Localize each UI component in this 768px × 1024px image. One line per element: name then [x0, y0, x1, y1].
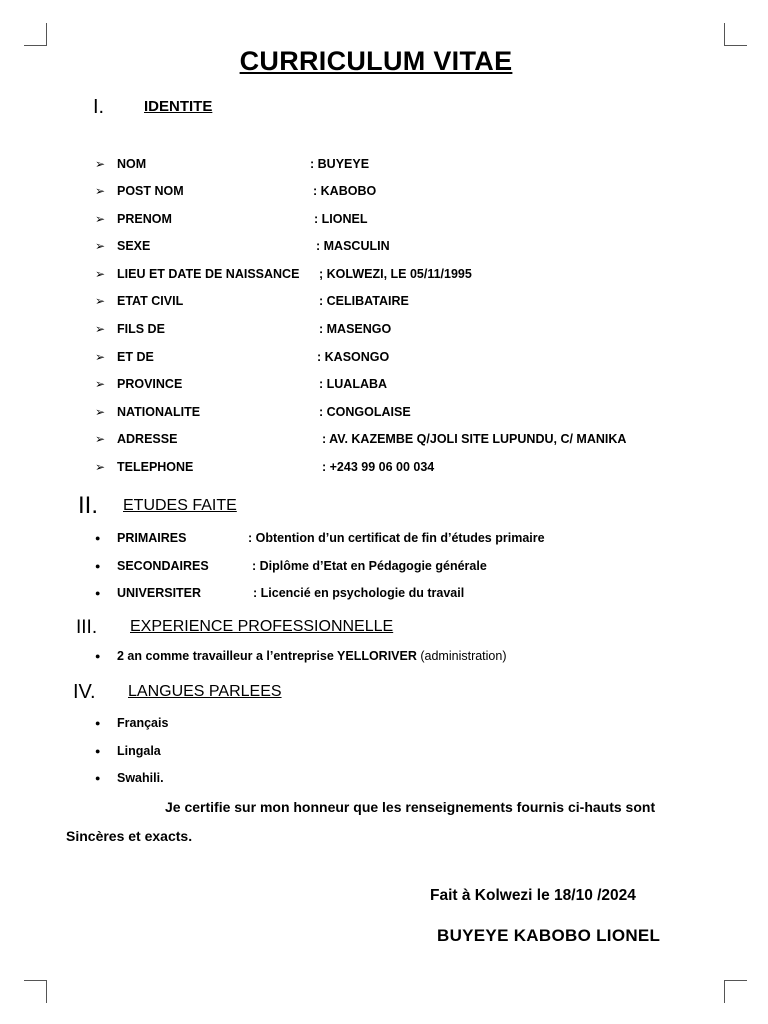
bullet-icon: ●	[95, 561, 101, 571]
section-title-identite: IDENTITE	[144, 98, 213, 115]
identity-value: : +243 99 06 00 034	[322, 460, 435, 474]
identity-value: ; KOLWEZI, LE 05/11/1995	[319, 267, 472, 281]
corner-mark-top-right	[724, 23, 747, 46]
etudes-label: PRIMAIRES	[117, 531, 187, 545]
identity-value: : LIONEL	[314, 212, 368, 226]
corner-mark-bottom-right	[724, 980, 747, 1003]
corner-mark-bottom-left	[24, 980, 47, 1003]
langue-item: Swahili.	[117, 771, 164, 785]
experience-bullet: ●	[95, 651, 101, 661]
identity-label: ADRESSE	[117, 432, 178, 446]
arrow-bullet-icon: ➢	[95, 239, 106, 253]
identity-label: NATIONALITE	[117, 405, 201, 419]
etudes-value: : Diplôme d’Etat en Pédagogie générale	[252, 559, 487, 573]
identity-value: : MASENGO	[319, 322, 392, 336]
arrow-bullet-icon: ➢	[95, 322, 106, 336]
section-number-identite: I.	[93, 96, 105, 118]
identity-value: : LUALABA	[319, 377, 388, 391]
langue-row	[0, 716, 400, 734]
identity-row	[0, 239, 740, 257]
identity-value: : KABOBO	[313, 184, 377, 198]
arrow-bullet-icon: ➢	[95, 432, 106, 446]
identity-label: FILS DE	[117, 322, 165, 336]
etudes-value: : Licencié en psychologie du travail	[253, 586, 465, 600]
etudes-row	[0, 586, 740, 604]
arrow-bullet-icon: ➢	[95, 212, 106, 226]
identity-label: PRENOM	[117, 212, 172, 226]
identity-row	[0, 460, 740, 478]
langue-row	[0, 744, 400, 762]
section-title-experience: EXPERIENCE PROFESSIONNELLE	[130, 618, 394, 635]
identity-label: LIEU ET DATE DE NAISSANCE	[117, 267, 300, 281]
etudes-label: SECONDAIRES	[117, 559, 209, 573]
experience-item-main: 2 an comme travailleur a l’entreprise YELLORIVER	[117, 649, 417, 663]
signature-name: BUYEYE KABOBO LIONEL	[437, 926, 661, 945]
certification-text-line1: Je certifie sur mon honneur que les renseignements fournis ci-hauts sont	[165, 799, 656, 815]
section-number-etudes: II.	[78, 492, 99, 519]
section-title-langues: LANGUES PARLEES	[128, 683, 282, 700]
identity-row	[0, 350, 740, 368]
etudes-row	[0, 559, 740, 577]
arrow-bullet-icon: ➢	[95, 405, 106, 419]
identity-value: : MASCULIN	[316, 239, 390, 253]
document-title: CURRICULUM VITAE	[239, 46, 513, 76]
identity-row	[0, 157, 740, 175]
experience-item-detail: (administration)	[416, 649, 507, 663]
identity-value: : BUYEYE	[310, 157, 370, 171]
etudes-row	[0, 531, 740, 549]
identity-row	[0, 294, 740, 312]
identity-row	[0, 267, 740, 285]
langue-item: Français	[117, 716, 169, 730]
corner-mark-top-left	[24, 23, 47, 46]
experience-item	[117, 649, 507, 663]
section-title-etudes: ETUDES FAITE	[123, 497, 237, 514]
etudes-value: : Obtention d’un certificat de fin d’études primaire	[248, 531, 545, 545]
place-date: Fait à Kolwezi le 18/10 /2024	[430, 887, 636, 904]
arrow-bullet-icon: ➢	[95, 460, 106, 474]
bullet-icon: ●	[95, 588, 101, 598]
identity-label: POST NOM	[117, 184, 184, 198]
bullet-icon: ●	[95, 746, 101, 756]
identity-row	[0, 432, 740, 450]
identity-label: NOM	[117, 157, 147, 171]
bullet-icon: ●	[95, 533, 101, 543]
arrow-bullet-icon: ➢	[95, 184, 106, 198]
identity-value: : CONGOLAISE	[319, 405, 411, 419]
identity-row	[0, 212, 740, 230]
etudes-label: UNIVERSITER	[117, 586, 202, 600]
bullet-icon: ●	[95, 773, 101, 783]
identity-label: TELEPHONE	[117, 460, 194, 474]
identity-value: : KASONGO	[317, 350, 390, 364]
identity-row	[0, 377, 740, 395]
section-number-langues: IV.	[73, 681, 96, 703]
identity-row	[0, 322, 740, 340]
identity-label: ET DE	[117, 350, 154, 364]
identity-label: SEXE	[117, 239, 151, 253]
identity-value: : CELIBATAIRE	[319, 294, 409, 308]
bullet-icon: ●	[95, 718, 101, 728]
langue-item: Lingala	[117, 744, 161, 758]
identity-row	[0, 184, 740, 202]
identity-label: ETAT CIVIL	[117, 294, 184, 308]
certification-text-line2: Sincères et exacts.	[66, 828, 193, 844]
langue-row	[0, 771, 400, 789]
section-number-experience: III.	[76, 617, 98, 638]
arrow-bullet-icon: ➢	[95, 377, 106, 391]
identity-row	[0, 405, 740, 423]
identity-label: PROVINCE	[117, 377, 183, 391]
arrow-bullet-icon: ➢	[95, 267, 106, 281]
arrow-bullet-icon: ➢	[95, 294, 106, 308]
arrow-bullet-icon: ➢	[95, 157, 106, 171]
identity-value: : AV. KAZEMBE Q/JOLI SITE LUPUNDU, C/ MANIKA	[322, 432, 627, 446]
arrow-bullet-icon: ➢	[95, 350, 106, 364]
